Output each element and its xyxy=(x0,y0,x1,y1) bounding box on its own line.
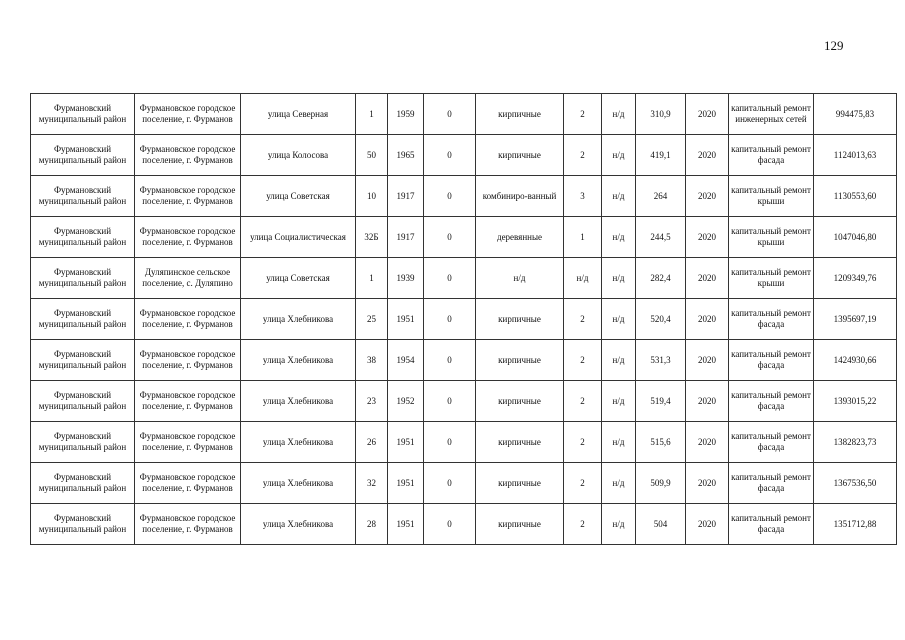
cell-build-year: 1952 xyxy=(388,381,424,422)
cell-work-type: капитальный ремонт фасада xyxy=(729,299,814,340)
cell-settlement: Фурмановское городское поселение, г. Фурманов xyxy=(135,340,241,381)
cell-settlement: Фурмановское городское поселение, г. Фурманов xyxy=(135,94,241,135)
cell-cost: 1124013,63 xyxy=(814,135,897,176)
cell-cost: 1209349,76 xyxy=(814,258,897,299)
cell-build-year: 1917 xyxy=(388,176,424,217)
cell-floors: н/д xyxy=(564,258,602,299)
cell-house-number: 50 xyxy=(356,135,388,176)
cell-no-data: н/д xyxy=(602,463,636,504)
cell-cost: 1424930,66 xyxy=(814,340,897,381)
cell-cost: 994475,83 xyxy=(814,94,897,135)
cell-zero-value: 0 xyxy=(424,504,476,545)
cell-floors: 2 xyxy=(564,463,602,504)
cell-settlement: Фурмановское городское поселение, г. Фурманов xyxy=(135,135,241,176)
table-row xyxy=(31,176,897,217)
cell-settlement: Фурмановское городское поселение, г. Фурманов xyxy=(135,504,241,545)
cell-district: Фурмановский муниципальный район xyxy=(31,381,135,422)
cell-area: 310,9 xyxy=(636,94,686,135)
cell-floors: 2 xyxy=(564,340,602,381)
cell-work-type: капитальный ремонт фасада xyxy=(729,340,814,381)
cell-plan-year: 2020 xyxy=(686,258,729,299)
cell-work-type: капитальный ремонт фасада xyxy=(729,135,814,176)
cell-work-type: капитальный ремонт крыши xyxy=(729,258,814,299)
cell-build-year: 1951 xyxy=(388,422,424,463)
cell-street: улица Хлебникова xyxy=(241,504,356,545)
cell-district: Фурмановский муниципальный район xyxy=(31,94,135,135)
cell-house-number: 38 xyxy=(356,340,388,381)
cell-cost: 1130553,60 xyxy=(814,176,897,217)
cell-zero-value: 0 xyxy=(424,463,476,504)
cell-house-number: 1 xyxy=(356,258,388,299)
cell-house-number: 32 xyxy=(356,463,388,504)
cell-no-data: н/д xyxy=(602,135,636,176)
cell-plan-year: 2020 xyxy=(686,381,729,422)
cell-work-type: капитальный ремонт инженерных сетей xyxy=(729,94,814,135)
cell-street: улица Хлебникова xyxy=(241,381,356,422)
cell-no-data: н/д xyxy=(602,381,636,422)
cell-wall-material: кирпичные xyxy=(476,135,564,176)
cell-district: Фурмановский муниципальный район xyxy=(31,463,135,504)
cell-floors: 3 xyxy=(564,176,602,217)
cell-no-data: н/д xyxy=(602,340,636,381)
cell-zero-value: 0 xyxy=(424,258,476,299)
cell-settlement: Фурмановское городское поселение, г. Фурманов xyxy=(135,422,241,463)
cell-cost: 1351712,88 xyxy=(814,504,897,545)
cell-area: 419,1 xyxy=(636,135,686,176)
cell-floors: 2 xyxy=(564,135,602,176)
cell-district: Фурмановский муниципальный район xyxy=(31,504,135,545)
cell-work-type: капитальный ремонт фасада xyxy=(729,463,814,504)
cell-plan-year: 2020 xyxy=(686,504,729,545)
cell-street: улица Колосова xyxy=(241,135,356,176)
cell-district: Фурмановский муниципальный район xyxy=(31,299,135,340)
cell-floors: 2 xyxy=(564,381,602,422)
cell-plan-year: 2020 xyxy=(686,422,729,463)
cell-area: 519,4 xyxy=(636,381,686,422)
cell-no-data: н/д xyxy=(602,217,636,258)
cell-build-year: 1965 xyxy=(388,135,424,176)
cell-house-number: 1 xyxy=(356,94,388,135)
cell-build-year: 1951 xyxy=(388,463,424,504)
registry-table xyxy=(30,93,897,545)
cell-settlement: Фурмановское городское поселение, г. Фурманов xyxy=(135,463,241,504)
table-row xyxy=(31,504,897,545)
cell-plan-year: 2020 xyxy=(686,299,729,340)
cell-district: Фурмановский муниципальный район xyxy=(31,217,135,258)
cell-build-year: 1939 xyxy=(388,258,424,299)
cell-settlement: Фурмановское городское поселение, г. Фурманов xyxy=(135,176,241,217)
cell-work-type: капитальный ремонт фасада xyxy=(729,422,814,463)
cell-street: улица Социалистическая xyxy=(241,217,356,258)
cell-floors: 2 xyxy=(564,299,602,340)
cell-settlement: Дуляпинское сельское поселение, с. Дуляпино xyxy=(135,258,241,299)
table-row xyxy=(31,340,897,381)
cell-area: 504 xyxy=(636,504,686,545)
cell-district: Фурмановский муниципальный район xyxy=(31,258,135,299)
cell-plan-year: 2020 xyxy=(686,463,729,504)
cell-cost: 1367536,50 xyxy=(814,463,897,504)
table-row xyxy=(31,463,897,504)
cell-district: Фурмановский муниципальный район xyxy=(31,422,135,463)
cell-build-year: 1954 xyxy=(388,340,424,381)
cell-settlement: Фурмановское городское поселение, г. Фурманов xyxy=(135,381,241,422)
cell-cost: 1393015,22 xyxy=(814,381,897,422)
table-row xyxy=(31,299,897,340)
cell-floors: 2 xyxy=(564,504,602,545)
registry-body xyxy=(31,94,897,545)
cell-street: улица Советская xyxy=(241,258,356,299)
cell-build-year: 1951 xyxy=(388,299,424,340)
cell-wall-material: комбиниро-ванный xyxy=(476,176,564,217)
cell-floors: 2 xyxy=(564,422,602,463)
cell-cost: 1395697,19 xyxy=(814,299,897,340)
cell-wall-material: н/д xyxy=(476,258,564,299)
cell-district: Фурмановский муниципальный район xyxy=(31,176,135,217)
cell-cost: 1047046,80 xyxy=(814,217,897,258)
cell-district: Фурмановский муниципальный район xyxy=(31,340,135,381)
cell-street: улица Северная xyxy=(241,94,356,135)
cell-build-year: 1959 xyxy=(388,94,424,135)
cell-wall-material: кирпичные xyxy=(476,504,564,545)
cell-work-type: капитальный ремонт фасада xyxy=(729,381,814,422)
cell-zero-value: 0 xyxy=(424,94,476,135)
cell-plan-year: 2020 xyxy=(686,340,729,381)
cell-wall-material: кирпичные xyxy=(476,463,564,504)
cell-settlement: Фурмановское городское поселение, г. Фурманов xyxy=(135,299,241,340)
cell-district: Фурмановский муниципальный район xyxy=(31,135,135,176)
table-row xyxy=(31,135,897,176)
cell-wall-material: кирпичные xyxy=(476,422,564,463)
table-row xyxy=(31,217,897,258)
cell-no-data: н/д xyxy=(602,422,636,463)
cell-wall-material: кирпичные xyxy=(476,340,564,381)
cell-no-data: н/д xyxy=(602,176,636,217)
cell-settlement: Фурмановское городское поселение, г. Фурманов xyxy=(135,217,241,258)
cell-street: улица Хлебникова xyxy=(241,463,356,504)
cell-street: улица Хлебникова xyxy=(241,340,356,381)
cell-house-number: 26 xyxy=(356,422,388,463)
table-row xyxy=(31,258,897,299)
cell-zero-value: 0 xyxy=(424,217,476,258)
cell-plan-year: 2020 xyxy=(686,217,729,258)
cell-area: 515,6 xyxy=(636,422,686,463)
cell-street: улица Советская xyxy=(241,176,356,217)
cell-zero-value: 0 xyxy=(424,340,476,381)
cell-wall-material: деревянные xyxy=(476,217,564,258)
cell-wall-material: кирпичные xyxy=(476,381,564,422)
cell-wall-material: кирпичные xyxy=(476,94,564,135)
cell-house-number: 32Б xyxy=(356,217,388,258)
cell-zero-value: 0 xyxy=(424,422,476,463)
table-row xyxy=(31,422,897,463)
cell-no-data: н/д xyxy=(602,504,636,545)
cell-plan-year: 2020 xyxy=(686,135,729,176)
cell-zero-value: 0 xyxy=(424,381,476,422)
cell-no-data: н/д xyxy=(602,94,636,135)
cell-area: 282,4 xyxy=(636,258,686,299)
page-number: 129 xyxy=(824,38,844,53)
cell-zero-value: 0 xyxy=(424,299,476,340)
cell-plan-year: 2020 xyxy=(686,94,729,135)
cell-area: 244,5 xyxy=(636,217,686,258)
cell-house-number: 10 xyxy=(356,176,388,217)
cell-no-data: н/д xyxy=(602,299,636,340)
cell-plan-year: 2020 xyxy=(686,176,729,217)
cell-cost: 1382823,73 xyxy=(814,422,897,463)
cell-zero-value: 0 xyxy=(424,176,476,217)
cell-no-data: н/д xyxy=(602,258,636,299)
cell-wall-material: кирпичные xyxy=(476,299,564,340)
cell-area: 509,9 xyxy=(636,463,686,504)
cell-floors: 1 xyxy=(564,217,602,258)
cell-area: 520,4 xyxy=(636,299,686,340)
cell-build-year: 1951 xyxy=(388,504,424,545)
table-row xyxy=(31,94,897,135)
cell-floors: 2 xyxy=(564,94,602,135)
cell-work-type: капитальный ремонт крыши xyxy=(729,217,814,258)
cell-house-number: 28 xyxy=(356,504,388,545)
cell-street: улица Хлебникова xyxy=(241,422,356,463)
cell-street: улица Хлебникова xyxy=(241,299,356,340)
cell-work-type: капитальный ремонт фасада xyxy=(729,504,814,545)
cell-zero-value: 0 xyxy=(424,135,476,176)
cell-work-type: капитальный ремонт крыши xyxy=(729,176,814,217)
table-row xyxy=(31,381,897,422)
cell-area: 264 xyxy=(636,176,686,217)
cell-build-year: 1917 xyxy=(388,217,424,258)
cell-house-number: 25 xyxy=(356,299,388,340)
cell-area: 531,3 xyxy=(636,340,686,381)
cell-house-number: 23 xyxy=(356,381,388,422)
